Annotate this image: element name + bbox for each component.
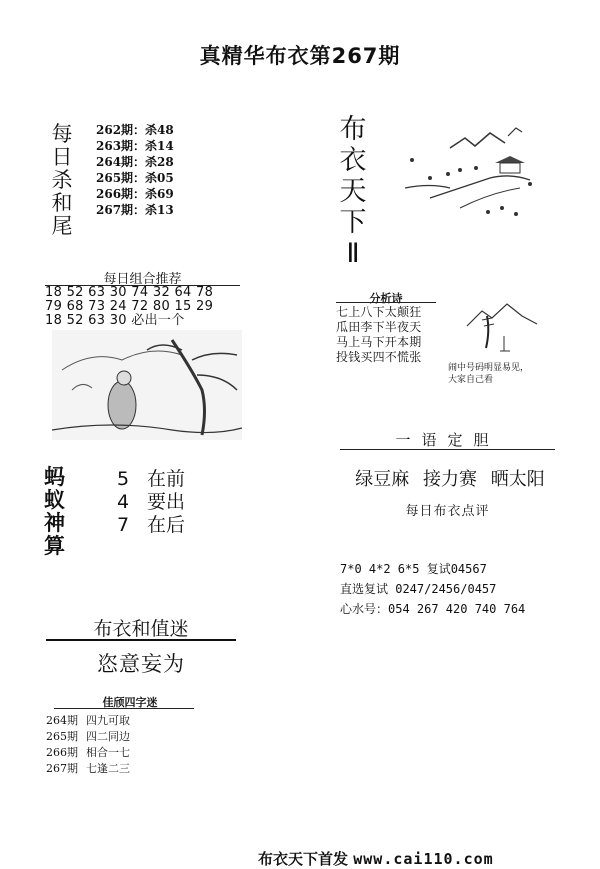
buyi-riddle-title: 布衣和值迷: [93, 618, 189, 640]
four-char-period: 266期: [46, 746, 78, 759]
combo-numbers: [45, 286, 213, 328]
daily-comment: 每日布衣点评: [405, 504, 490, 519]
poem-line: 投钱买四不慌张: [336, 350, 422, 364]
ant-rows: [117, 468, 185, 537]
buyi-tianxia-label: [338, 114, 368, 269]
four-char-period: 265期: [46, 730, 78, 743]
ant-row-number: 4: [117, 491, 130, 513]
combo-title: 每日组合推荐: [103, 272, 182, 287]
four-char-divider: [54, 708, 194, 709]
daily-kill-tail-label: [50, 123, 74, 238]
ant-label-text: 蚂蚁神算: [44, 465, 65, 558]
footer-site-link[interactable]: www.cai110.com: [353, 850, 494, 868]
ant-label: [44, 466, 68, 558]
four-char-period: 267期: [46, 762, 78, 775]
fushi-row: 7*0 4*2 6*5 复试04567: [340, 562, 487, 576]
fushi-row: 直选复试 0247/2456/0457: [340, 582, 497, 596]
page-title: 真精华布衣第267期: [199, 44, 401, 68]
kill-tail-row: 263期：杀14: [96, 139, 174, 153]
ant-row: [117, 491, 185, 514]
buyi-riddle-divider: [46, 639, 236, 641]
four-char-period: 264期: [46, 714, 78, 727]
footer: [258, 848, 494, 869]
combo-row: 18 52 63 30 74 32 64 78: [45, 285, 214, 300]
yiyu-title: 一语定胆: [395, 431, 500, 449]
poem-title: 分析诗: [369, 292, 403, 305]
kill-tail-row: 267期：杀13: [96, 203, 174, 217]
four-char-text: 相合一七: [86, 746, 130, 759]
poem-note-line: 闹中号码明显易见，: [448, 363, 530, 373]
scholar-illustration: [52, 330, 242, 440]
combo-row: 18 52 63 30 必出一个: [45, 313, 185, 328]
landscape-illustration: [400, 118, 560, 228]
mountain-sketch: [462, 296, 542, 356]
poem-note: [448, 362, 529, 386]
kill-tail-row: 265期：杀05: [96, 171, 174, 185]
buyi-riddle-phrase: 恣意妄为: [97, 652, 185, 676]
ant-row-text: 要出: [147, 491, 186, 513]
poem-line: 瓜田李下半夜天: [336, 320, 422, 334]
poem-line: 马上马下开本期: [336, 335, 422, 349]
fushi-row: 心水号：054 267 420 740 764: [340, 602, 526, 616]
ant-row: [117, 468, 185, 491]
yiyu-phrase: 绿豆麻 接力赛 晒太阳: [355, 469, 545, 490]
four-char-text: 四九可取: [86, 714, 130, 727]
four-char-text: 七逢二三: [86, 762, 130, 775]
kill-tail-row: 264期：杀28: [96, 155, 174, 169]
kill-tail-list: [96, 122, 174, 218]
kill-tail-row: 262期：杀48: [96, 123, 174, 137]
four-char-list: [46, 713, 130, 777]
poem-lines: [336, 305, 421, 365]
four-char-title: 佳颀四字迷: [102, 696, 158, 709]
fushi-block: [340, 559, 525, 619]
poem-line: 七上八下太颠狂: [336, 305, 422, 319]
daily-kill-tail-label-text: 每日杀和尾: [51, 122, 73, 238]
yiyu-divider: [340, 449, 555, 450]
combo-row: 79 68 73 24 72 80 15 29: [45, 299, 214, 314]
four-char-row: [46, 729, 130, 745]
four-char-row: [46, 761, 130, 777]
ant-row-number: 5: [117, 468, 130, 490]
ant-row-number: 7: [117, 514, 130, 536]
four-char-text: 四二同边: [86, 730, 130, 743]
ant-row-text: 在前: [147, 468, 186, 490]
ant-row: [117, 514, 185, 537]
four-char-row: [46, 713, 130, 729]
ant-row-text: 在后: [147, 514, 186, 536]
buyi-tianxia-text: 布衣天下Ⅱ: [339, 114, 367, 269]
poem-divider: [336, 302, 436, 303]
four-char-row: [46, 745, 130, 761]
footer-text: 布衣天下首发: [258, 850, 349, 868]
poem-note-line: 大家自己看: [448, 375, 494, 385]
kill-tail-row: 266期：杀69: [96, 187, 174, 201]
